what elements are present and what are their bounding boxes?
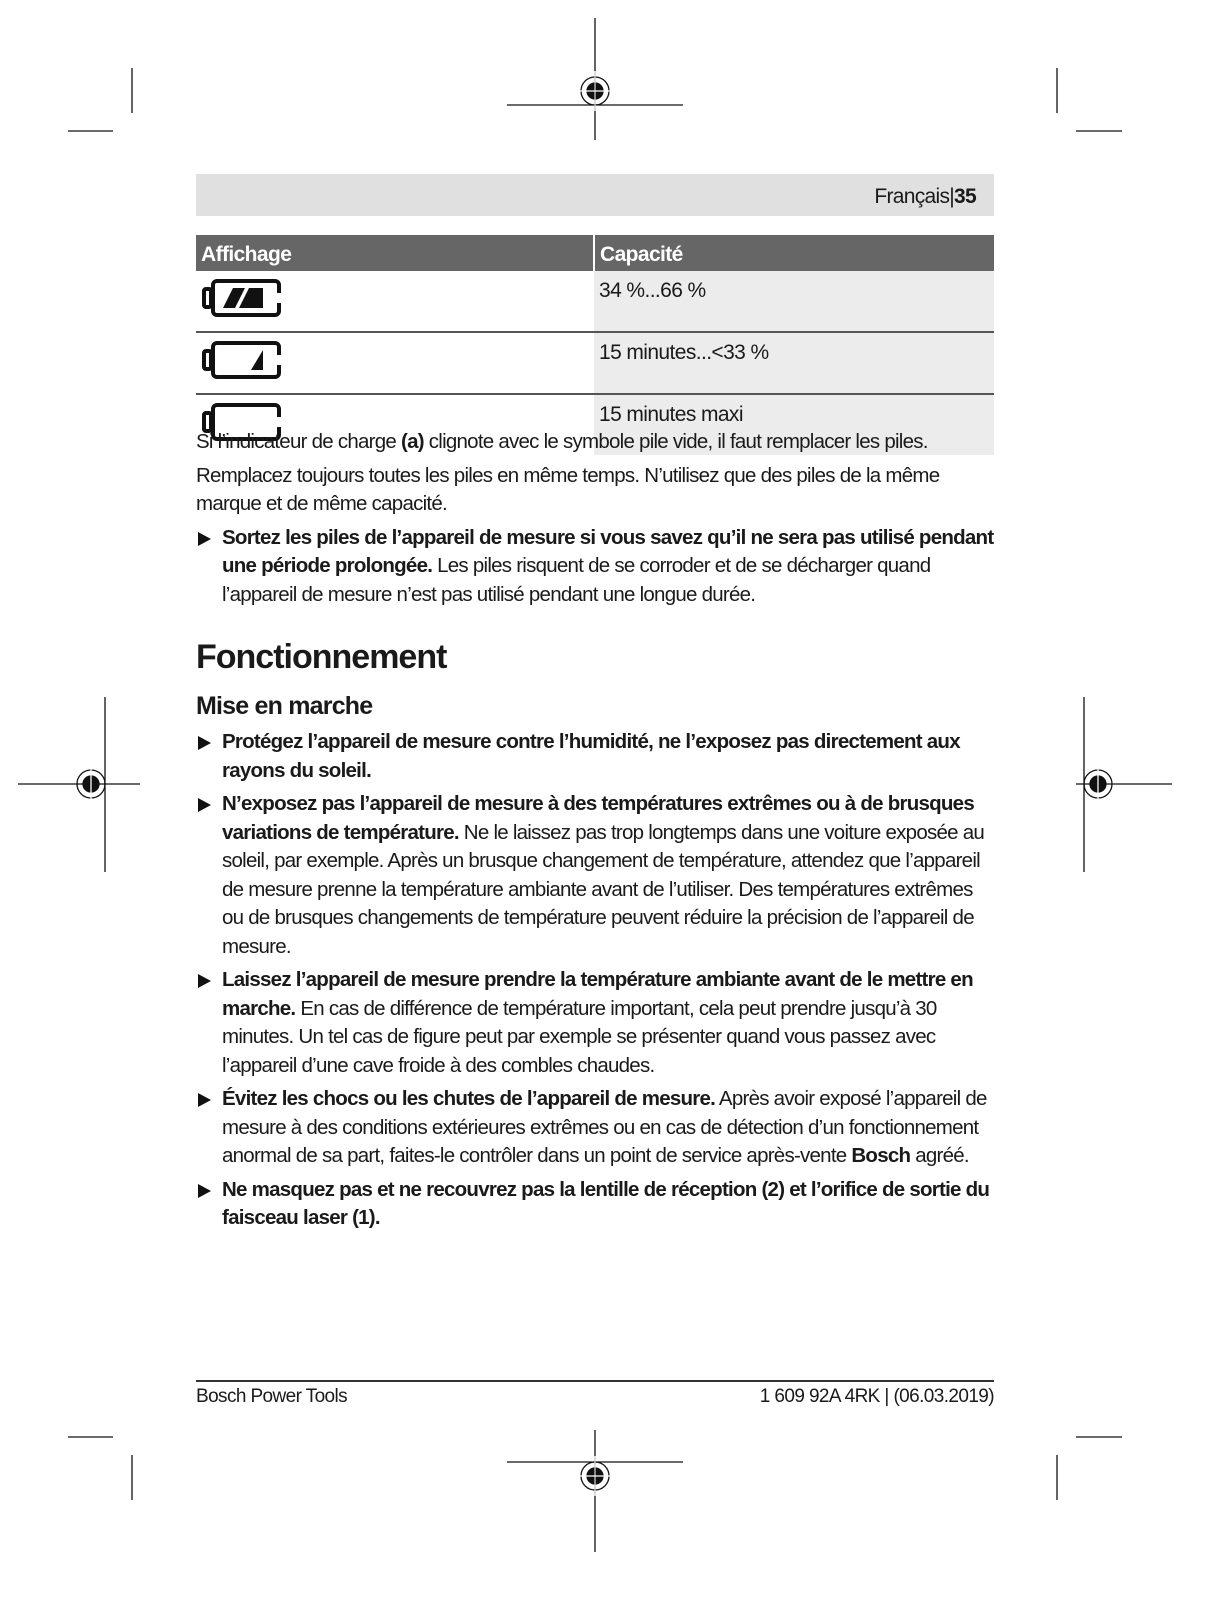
bullet-arrow-icon <box>198 1184 211 1198</box>
capacity-value: 15 minutes...<33 % <box>594 332 994 394</box>
text: Si l’indicateur de charge <box>196 430 401 453</box>
text: clignote avec le symbole pile vide, il faut remplacer les piles. <box>423 430 928 453</box>
header-separator: | <box>949 185 955 208</box>
bullet-arrow-icon <box>198 798 211 812</box>
bullet-text: En cas de différence de température important, cela peut prendre jusqu’à 30 minutes. Un tel cas de figure peut par exemple se présenter quand vous passez avec l’appareil d’une cave froide à des combles chaudes. <box>222 996 937 1077</box>
bullet-bold: N’exposez pas l’appareil de mesure à des températures extrêmes ou à de brusques variations de température. <box>222 792 974 844</box>
bullet-arrow-icon <box>198 1093 211 1107</box>
battery-two-thirds-icon <box>201 279 283 317</box>
header-language: Français <box>874 185 950 208</box>
bullet-text: Après avoir exposé l’appareil de mesure à des conditions extérieures extrêmes ou en cas de détection d’un fonctionnement anormal de sa part, faites-le contrôler dans un point de service après-vente <box>222 1087 987 1167</box>
body-text <box>196 428 996 1238</box>
bullet-bold: Sortez les piles de l’appareil de mesure si vous savez qu’il ne sera pas utilisé pendant une période prolongée. <box>222 525 994 577</box>
bullet-bold: Laissez l’appareil de mesure prendre la température ambiante avant de le mettre en marche. <box>222 968 973 1020</box>
bullet-text: Ne le laissez pas trop longtemps dans une voiture exposée au soleil, par exemple. Après un brusque changement de température, attendez que l’appareil de mesure prenne la température ambiante avant de l’utiliser. Des températures extrêmes ou de brusques changements de température peuvent réduire la précision de l’appareil de mesure. <box>222 820 985 958</box>
registration-target-right <box>1076 697 1172 872</box>
battery-one-third-icon <box>201 341 283 379</box>
bullet-item <box>196 728 996 785</box>
replace-paragraph: Remplacez toujours toutes les piles en même temps. N’utilisez que des piles de la même marque et de même capacité. <box>196 463 940 515</box>
charge-indicator-paragraph <box>196 428 996 457</box>
battery-table <box>196 235 994 455</box>
bullet-bold: Ne masquez pas et ne recouvrez pas la lentille de réception (2) et l’orifice de sortie du faisceau laser (1). <box>222 1177 990 1229</box>
bullet-arrow-icon <box>198 532 211 546</box>
col-header-capacity: Capacité <box>594 235 994 271</box>
capacity-value: 15 minutes maxi <box>594 394 994 455</box>
bullet-arrow-icon <box>198 736 211 750</box>
bullet-bold: Protégez l’appareil de mesure contre l’humidité, ne l’exposez pas directement aux rayons du soleil. <box>222 730 960 782</box>
page-footer <box>196 1380 994 1408</box>
registration-target-top <box>507 18 683 140</box>
bullet-arrow-icon <box>198 974 211 988</box>
page-header <box>196 174 994 216</box>
bullet-item <box>196 1176 996 1233</box>
brand-bosch: Bosch <box>851 1144 911 1167</box>
bullet-bold: Évitez les chocs ou les chutes de l’appareil de mesure. <box>222 1087 716 1110</box>
footer-doc-number: 1 609 92A 4RK | (06.03.2019) <box>759 1386 994 1407</box>
capacity-value: 34 %...66 % <box>594 271 994 332</box>
table-row <box>196 332 994 394</box>
bullet-item <box>196 524 996 610</box>
col-header-display: Affichage <box>196 235 594 271</box>
bullet-item <box>196 966 996 1080</box>
footer-publisher: Bosch Power Tools <box>196 1386 348 1407</box>
ref-a: (a) <box>401 430 424 453</box>
bullet-item <box>196 790 996 961</box>
bullet-item <box>196 1085 996 1171</box>
bullet-text: agréé. <box>910 1144 969 1167</box>
registration-target-bottom <box>507 1430 683 1552</box>
section-title: Fonctionnement <box>196 638 447 676</box>
table-row <box>196 271 994 332</box>
bullet-text: Les piles risquent de se corroder et de se décharger quand l’appareil de mesure n’est pas utilisé pendant une longue durée. <box>222 554 931 606</box>
registration-target-left <box>18 697 140 872</box>
page-number: 35 <box>954 185 976 208</box>
subsection-title: Mise en marche <box>196 691 373 720</box>
